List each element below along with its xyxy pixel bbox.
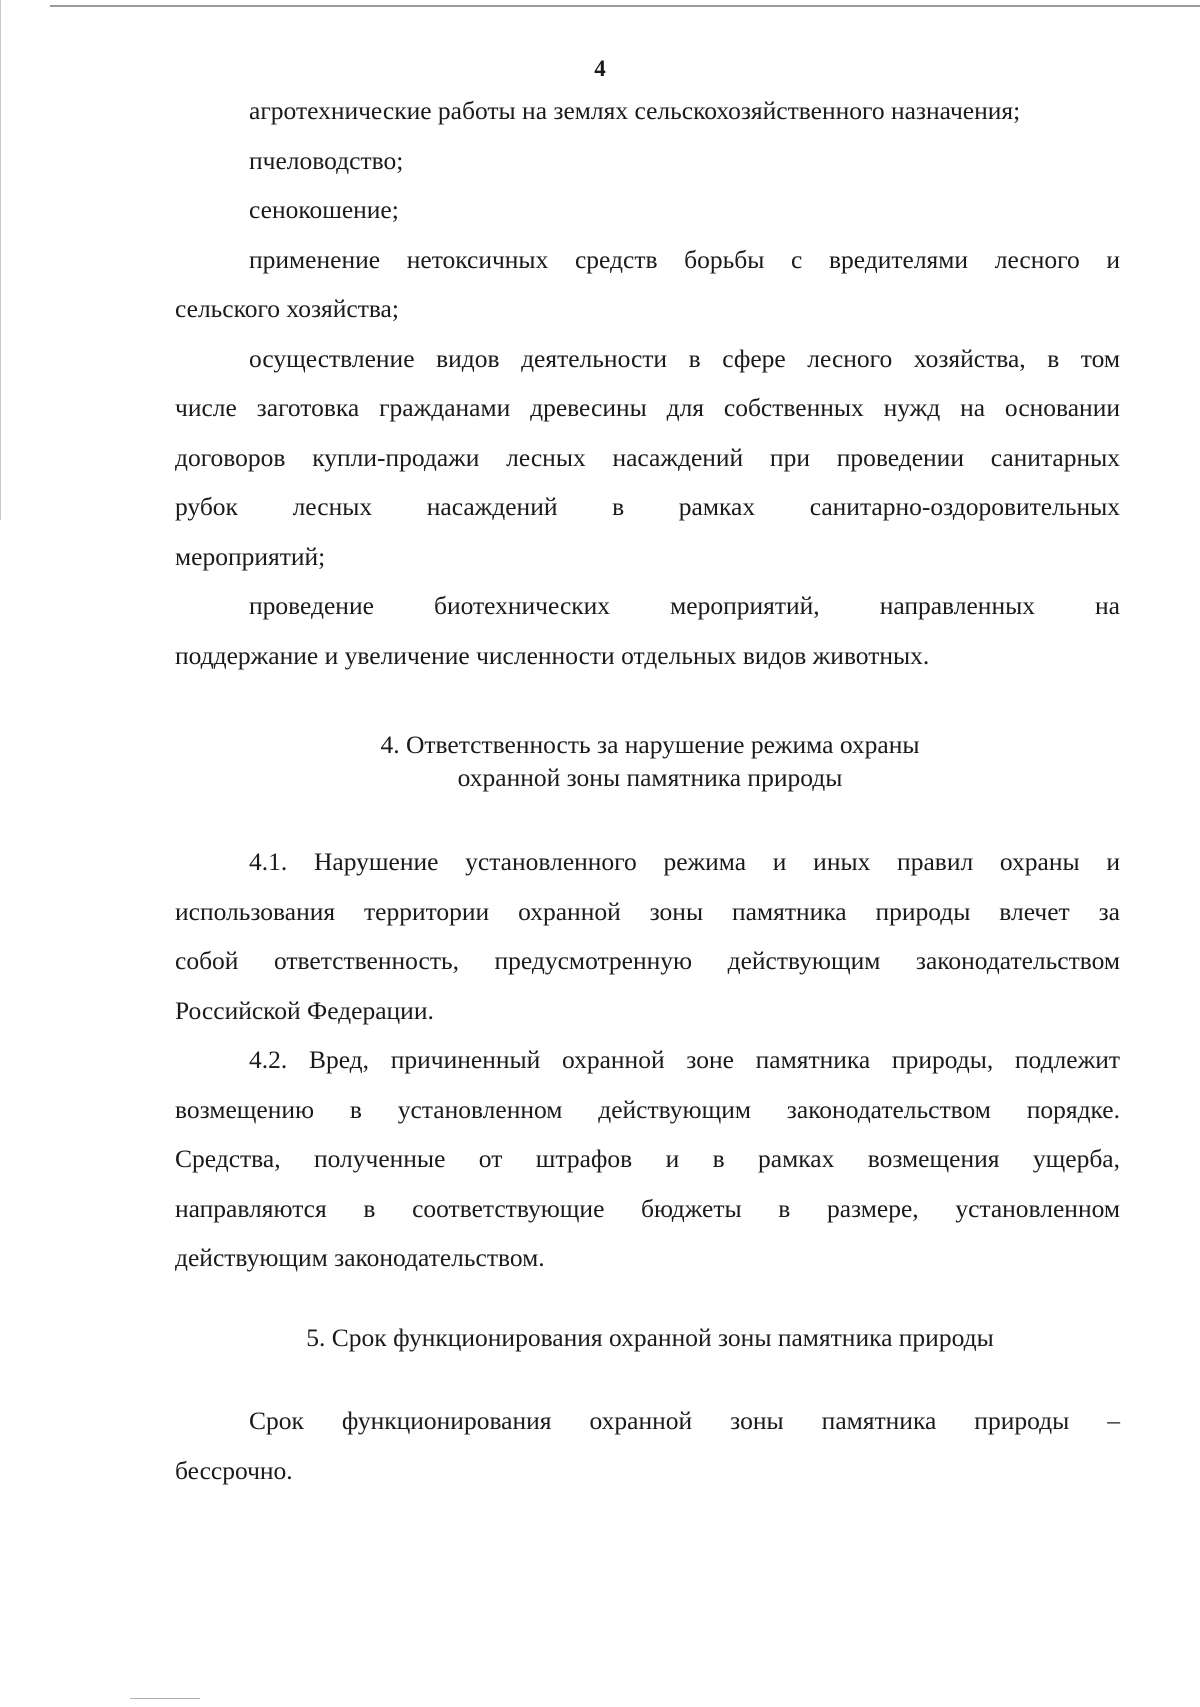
- list-item-pest-control-line2: сельского хозяйства;: [175, 294, 399, 323]
- paragraph-4-1-line2: использования территории охранной зоны памятника природы влечет за: [175, 896, 1120, 926]
- list-item-forestry-line1: осуществление видов деятельности в сфере лесного хозяйства, в том: [249, 343, 1120, 373]
- scan-border-top: [50, 5, 1200, 7]
- list-item-biotechnical-line2: поддержание и увеличение численности отдельных видов животных.: [175, 640, 930, 670]
- scan-mark-bottom: [130, 1698, 200, 1699]
- paragraph-4-1-line3: собой ответственность, предусмотренную действующим законодательством: [175, 946, 1120, 975]
- section-5-heading-line1: 5. Срок функционирования охранной зоны памятника природы: [306, 1323, 994, 1352]
- page-number: 4: [594, 56, 606, 81]
- paragraph-5-line2: бессрочно.: [175, 1455, 293, 1485]
- paragraph-5-line1: Срок функционирования охранной зоны памятника природы –: [249, 1406, 1120, 1435]
- list-item-biotechnical-line1: проведение биотехнических мероприятий, направленных на: [249, 591, 1120, 620]
- list-item-beekeeping: пчеловодство;: [249, 145, 404, 175]
- list-item-forestry-line2: числе заготовка гражданами древесины для собственных нужд на основании: [175, 393, 1120, 422]
- paragraph-4-2-line3: Средства, полученные от штрафов и в рамках возмещения ущерба,: [175, 1144, 1120, 1173]
- list-item-agrotechnical: агротехнические работы на землях сельскохозяйственного назначения;: [249, 96, 1021, 125]
- section-4-heading-line2: охранной зоны памятника природы: [457, 763, 843, 792]
- paragraph-4-2-line5: действующим законодательством.: [175, 1243, 545, 1272]
- list-item-forestry-line4: рубок лесных насаждений в рамках санитарно-оздоровительных: [175, 492, 1120, 521]
- section-5-heading: [0, 1321, 1200, 1354]
- list-item-forestry-line5: мероприятий;: [175, 541, 326, 571]
- list-item-forestry-line3: договоров купли-продажи лесных насаждений при проведении санитарных: [175, 442, 1120, 472]
- section-4-body: [175, 837, 1120, 1283]
- list-item-haymaking: сенокошение;: [249, 195, 399, 224]
- paragraph-4-2-line2: возмещению в установленном действующим законодательством порядке.: [175, 1094, 1120, 1124]
- permitted-activities-list: [175, 86, 1120, 680]
- paragraph-4-1-line1: 4.1. Нарушение установленного режима и иных правил охраны и: [249, 847, 1120, 876]
- paragraph-4-2-line1: 4.2. Вред, причиненный охранной зоне памятника природы, подлежит: [249, 1045, 1120, 1074]
- section-4-heading-line1: 4. Ответственность за нарушение режима охраны: [380, 730, 920, 759]
- paragraph-4-1-line4: Российской Федерации.: [175, 995, 434, 1025]
- paragraph-4-2-line4: направляются в соответствующие бюджеты в размере, установленном: [175, 1193, 1120, 1223]
- section-4-heading: [0, 728, 1200, 794]
- list-item-pest-control-line1: применение нетоксичных средств борьбы с вредителями лесного и: [249, 244, 1120, 274]
- section-5-body: [175, 1396, 1120, 1495]
